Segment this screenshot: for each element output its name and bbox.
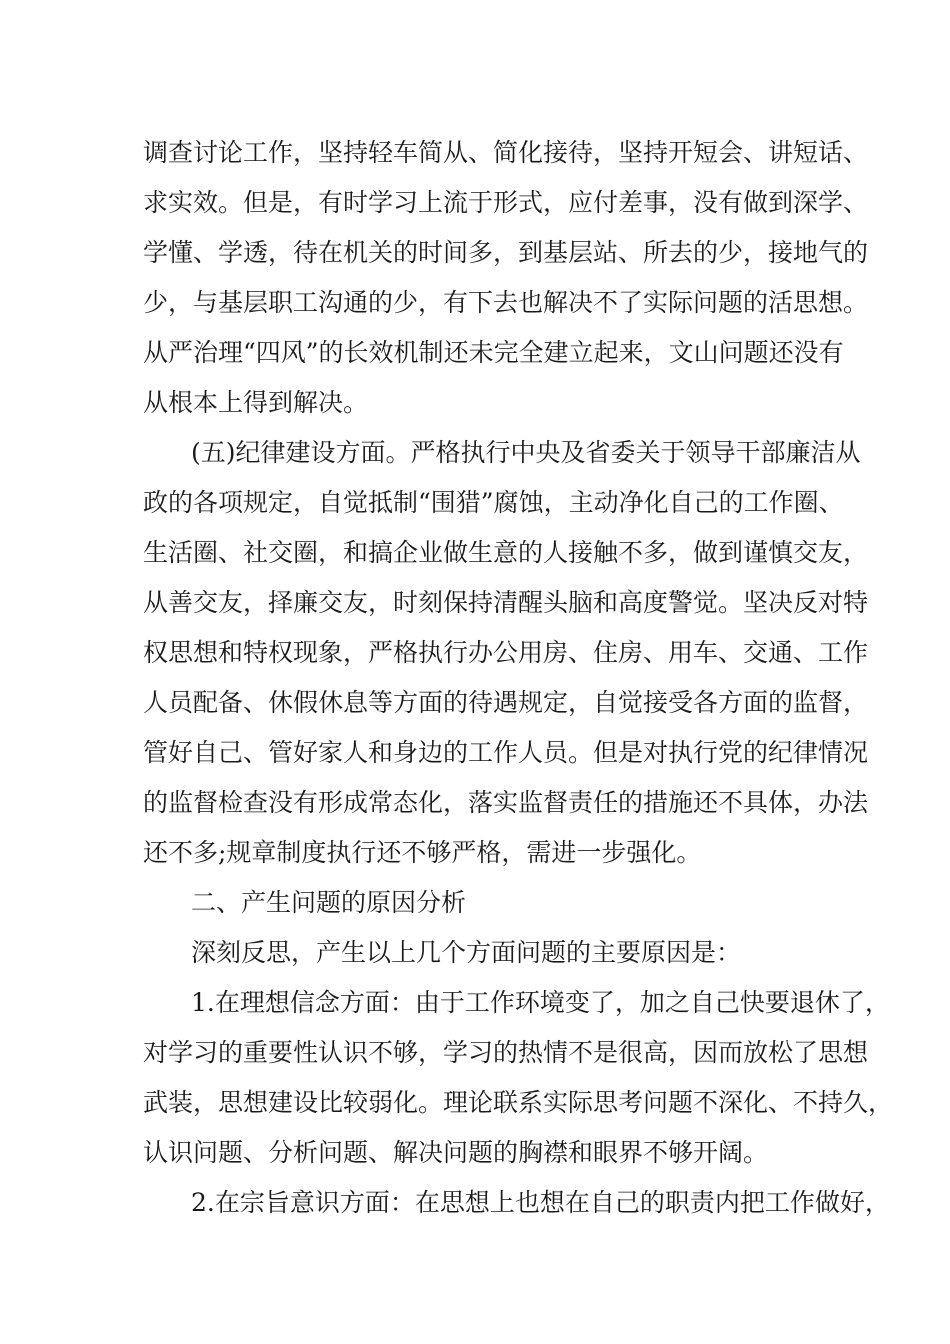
text-line: 从善交友，择廉交友，时刻保持清醒头脑和高度警觉。坚决反对特 bbox=[143, 588, 869, 617]
text-line: (五)纪律建设方面。严格执行中央及省委关于领导干部廉洁从 bbox=[191, 438, 861, 467]
text-line: 2.在宗旨意识方面：在思想上也想在自己的职责内把工作做好， bbox=[191, 1188, 890, 1217]
text-line: 武装，思想建设比较弱化。理论联系实际思考问题不深化、不持久， bbox=[143, 1088, 894, 1117]
text-line: 从严治理“四风”的长效机制还未完全建立起来，文山问题还没有 bbox=[143, 338, 844, 367]
text-line: 政的各项规定，自觉抵制“围猎”腐蚀，主动净化自己的工作圈、 bbox=[143, 488, 844, 517]
text-line: 学懂、学透，待在机关的时间多，到基层站、所去的少，接地气的 bbox=[143, 238, 869, 267]
text-line: 权思想和特权现象，严格执行办公用房、住房、用车、交通、工作 bbox=[143, 638, 869, 667]
text-line: 还不多;规章制度执行还不够严格，需进一步强化。 bbox=[143, 838, 702, 867]
text-line: 对学习的重要性认识不够，学习的热情不是很高，因而放松了思想 bbox=[143, 1038, 869, 1067]
text-line: 二、产生问题的原因分析 bbox=[191, 888, 467, 917]
text-line: 少，与基层职工沟通的少，有下去也解决不了实际问题的活思想。 bbox=[143, 288, 869, 317]
text-line: 认识问题、分析问题、解决问题的胸襟和眼界不够开阔。 bbox=[143, 1138, 769, 1167]
text-line: 的监督检查没有形成常态化，落实监督责任的措施还不具体，办法 bbox=[143, 788, 869, 817]
document-body bbox=[143, 128, 894, 1228]
text-line: 1.在理想信念方面：由于工作环境变了，加之自己快要退休了， bbox=[191, 988, 890, 1017]
text-line: 从根本上得到解决。 bbox=[143, 388, 369, 417]
text-line: 调查讨论工作，坚持轻车简从、简化接待，坚持开短会、讲短话、 bbox=[143, 138, 869, 167]
text-line: 求实效。但是，有时学习上流于形式，应付差事，没有做到深学、 bbox=[143, 188, 869, 217]
text-line: 生活圈、社交圈，和搞企业做生意的人接触不多，做到谨慎交友， bbox=[143, 538, 869, 567]
text-line: 管好自己、管好家人和身边的工作人员。但是对执行党的纪律情况 bbox=[143, 738, 869, 767]
text-line: 深刻反思，产生以上几个方面问题的主要原因是： bbox=[191, 938, 742, 967]
text-line: 人员配备、休假休息等方面的待遇规定，自觉接受各方面的监督， bbox=[143, 688, 869, 717]
